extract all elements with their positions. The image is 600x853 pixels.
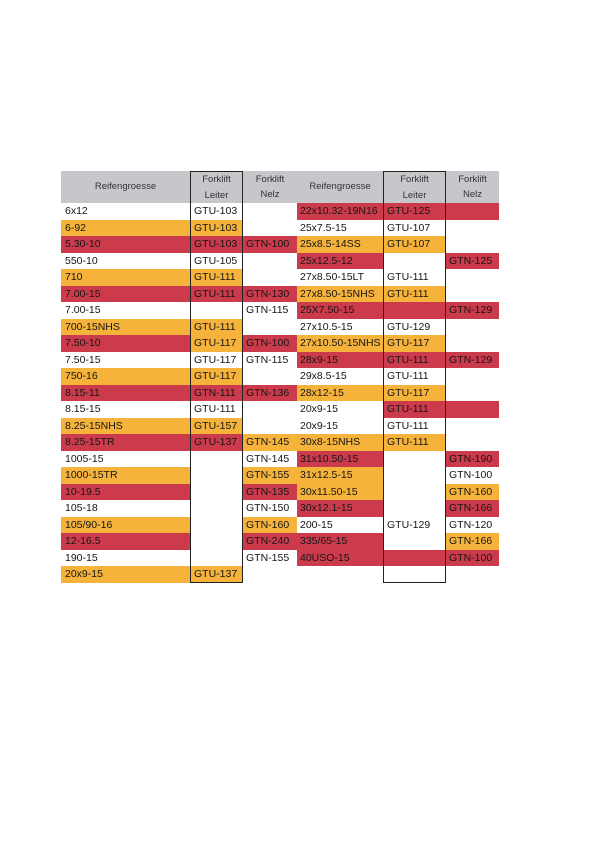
cell-size-2: 335/65-15: [297, 533, 383, 550]
cell-leiter: [190, 550, 243, 567]
cell-nelz-2: GTN-129: [446, 352, 499, 369]
cell-leiter: GTU-111: [190, 269, 243, 286]
cell-leiter: [190, 484, 243, 501]
cell-leiter-2: [383, 566, 446, 583]
cell-leiter: GTU-157: [190, 418, 243, 435]
cell-size-2: 28x9-15: [297, 352, 383, 369]
cell-nelz-2: [446, 385, 499, 402]
cell-nelz-2: [446, 566, 499, 583]
cell-size: 12-16.5: [61, 533, 190, 550]
cell-nelz-2: GTN-100: [446, 467, 499, 484]
cell-leiter-2: GTU-107: [383, 220, 446, 237]
cell-size: 7.50-15: [61, 352, 190, 369]
header-nelz: Forklift Nelz: [243, 171, 297, 203]
cell-size: 105-18: [61, 500, 190, 517]
cell-leiter-2: [383, 253, 446, 270]
cell-leiter-2: GTU-129: [383, 319, 446, 336]
cell-size: 7.00-15: [61, 286, 190, 303]
cell-leiter-2: GTU-111: [383, 434, 446, 451]
cell-leiter-2: [383, 451, 446, 468]
cell-size-2: 29x8.5-15: [297, 368, 383, 385]
cell-nelz: GTN-136: [243, 385, 297, 402]
cell-nelz: GTN-115: [243, 302, 297, 319]
cell-leiter: [190, 500, 243, 517]
cell-size-2: 20x9-15: [297, 418, 383, 435]
cell-size: 6-92: [61, 220, 190, 237]
cell-leiter: GTU-111: [190, 319, 243, 336]
cell-size: 105/90-16: [61, 517, 190, 534]
cell-leiter-2: GTU-111: [383, 269, 446, 286]
cell-nelz: [243, 319, 297, 336]
cell-leiter: GTU-111: [190, 401, 243, 418]
cell-nelz-2: GTN-190: [446, 451, 499, 468]
cell-nelz-2: GTN-166: [446, 500, 499, 517]
header-nelz-2: Forklift Nelz: [446, 171, 499, 203]
cell-leiter: GTU-117: [190, 335, 243, 352]
cell-leiter-2: [383, 550, 446, 567]
cell-leiter-2: GTU-117: [383, 335, 446, 352]
cell-size-2: 20x9-15: [297, 401, 383, 418]
cell-leiter: [190, 302, 243, 319]
cell-size-2: 27x10.50-15NHS: [297, 335, 383, 352]
cell-leiter: GTU-111: [190, 286, 243, 303]
cell-size-2: 22x10.32-19N16: [297, 203, 383, 220]
cell-leiter: [190, 451, 243, 468]
cell-size-2: 25x8.5-14SS: [297, 236, 383, 253]
cell-leiter-2: GTU-111: [383, 401, 446, 418]
cell-leiter: [190, 467, 243, 484]
cell-nelz: [243, 220, 297, 237]
cell-nelz-2: [446, 220, 499, 237]
cell-leiter-2: GTU-111: [383, 368, 446, 385]
cell-size: 550-10: [61, 253, 190, 270]
cell-size: 8.15-11: [61, 385, 190, 402]
cell-nelz-2: [446, 286, 499, 303]
cell-nelz: GTN-145: [243, 451, 297, 468]
cell-leiter-2: [383, 533, 446, 550]
cell-size: 8.15-15: [61, 401, 190, 418]
cell-nelz-2: [446, 434, 499, 451]
header-size: Reifengroesse: [61, 171, 190, 203]
cell-size-2: 40USO-15: [297, 550, 383, 567]
tire-size-table: [61, 171, 499, 583]
cell-nelz-2: [446, 418, 499, 435]
cell-leiter-2: GTU-111: [383, 418, 446, 435]
cell-size: 6x12: [61, 203, 190, 220]
cell-leiter-2: GTU-107: [383, 236, 446, 253]
cell-leiter: [190, 517, 243, 534]
cell-leiter: GTU-105: [190, 253, 243, 270]
cell-leiter-2: GTU-125: [383, 203, 446, 220]
cell-leiter-2: [383, 500, 446, 517]
cell-nelz-2: [446, 269, 499, 286]
cell-leiter: GTU-137: [190, 566, 243, 583]
cell-size-2: 27x8.50-15NHS: [297, 286, 383, 303]
header-size-2: Reifengroesse: [297, 171, 383, 203]
cell-nelz: [243, 418, 297, 435]
cell-nelz-2: [446, 401, 499, 418]
cell-nelz-2: GTN-120: [446, 517, 499, 534]
cell-size-2: 25X7.50-15: [297, 302, 383, 319]
cell-nelz: [243, 253, 297, 270]
cell-nelz: [243, 566, 297, 583]
cell-size: 710: [61, 269, 190, 286]
cell-leiter: GTU-137: [190, 434, 243, 451]
cell-size-2: 25x12.5-12: [297, 253, 383, 270]
cell-leiter-2: GTU-129: [383, 517, 446, 534]
cell-nelz-2: GTN-100: [446, 550, 499, 567]
cell-nelz: GTN-155: [243, 550, 297, 567]
cell-nelz-2: [446, 319, 499, 336]
cell-nelz: [243, 203, 297, 220]
cell-nelz: GTN-115: [243, 352, 297, 369]
cell-size-2: 31x12.5-15: [297, 467, 383, 484]
cell-nelz: [243, 269, 297, 286]
cell-nelz-2: [446, 335, 499, 352]
cell-nelz: GTN-155: [243, 467, 297, 484]
cell-leiter: GTU-117: [190, 352, 243, 369]
cell-size-2: 28x12-15: [297, 385, 383, 402]
cell-nelz: GTN-130: [243, 286, 297, 303]
cell-nelz: [243, 401, 297, 418]
cell-size-2: 30x8-15NHS: [297, 434, 383, 451]
cell-leiter-2: GTU-111: [383, 286, 446, 303]
cell-leiter: GTU-103: [190, 220, 243, 237]
cell-nelz: [243, 368, 297, 385]
cell-nelz: GTN-145: [243, 434, 297, 451]
cell-leiter: GTN-111: [190, 385, 243, 402]
cell-nelz: GTN-160: [243, 517, 297, 534]
cell-leiter-2: GTU-117: [383, 385, 446, 402]
cell-leiter: GTU-103: [190, 236, 243, 253]
cell-size-2: 30x11.50-15: [297, 484, 383, 501]
cell-leiter-2: [383, 467, 446, 484]
cell-nelz: GTN-240: [243, 533, 297, 550]
cell-nelz-2: [446, 203, 499, 220]
cell-nelz-2: GTN-125: [446, 253, 499, 270]
cell-nelz: GTN-100: [243, 335, 297, 352]
cell-size-2: 27x8.50-15LT: [297, 269, 383, 286]
cell-leiter-2: GTU-111: [383, 352, 446, 369]
cell-size-2: [297, 566, 383, 583]
cell-size: 7.00-15: [61, 302, 190, 319]
cell-size-2: 27x10.5-15: [297, 319, 383, 336]
cell-nelz-2: [446, 368, 499, 385]
cell-size-2: 30x12.1-15: [297, 500, 383, 517]
header-leiter-2: Forklift Leiter: [383, 171, 446, 203]
cell-leiter: GTU-117: [190, 368, 243, 385]
cell-leiter-2: [383, 302, 446, 319]
cell-nelz-2: GTN-129: [446, 302, 499, 319]
cell-nelz-2: GTN-160: [446, 484, 499, 501]
cell-size: 20x9-15: [61, 566, 190, 583]
cell-size: 700-15NHS: [61, 319, 190, 336]
cell-size: 8.25-15TR: [61, 434, 190, 451]
cell-nelz: GTN-135: [243, 484, 297, 501]
cell-size-2: 25x7.5-15: [297, 220, 383, 237]
header-leiter: Forklift Leiter: [190, 171, 243, 203]
cell-nelz: GTN-150: [243, 500, 297, 517]
cell-size-2: 31x10.50-15: [297, 451, 383, 468]
cell-size: 1000-15TR: [61, 467, 190, 484]
cell-leiter: GTU-103: [190, 203, 243, 220]
cell-size: 5.30-10: [61, 236, 190, 253]
cell-nelz-2: [446, 236, 499, 253]
cell-size-2: 200-15: [297, 517, 383, 534]
cell-nelz-2: GTN-166: [446, 533, 499, 550]
cell-leiter-2: [383, 484, 446, 501]
cell-size: 7.50-10: [61, 335, 190, 352]
cell-size: 190-15: [61, 550, 190, 567]
cell-size: 10-19.5: [61, 484, 190, 501]
cell-nelz: GTN-100: [243, 236, 297, 253]
cell-leiter: [190, 533, 243, 550]
cell-size: 750-16: [61, 368, 190, 385]
cell-size: 1005-15: [61, 451, 190, 468]
cell-size: 8.25-15NHS: [61, 418, 190, 435]
